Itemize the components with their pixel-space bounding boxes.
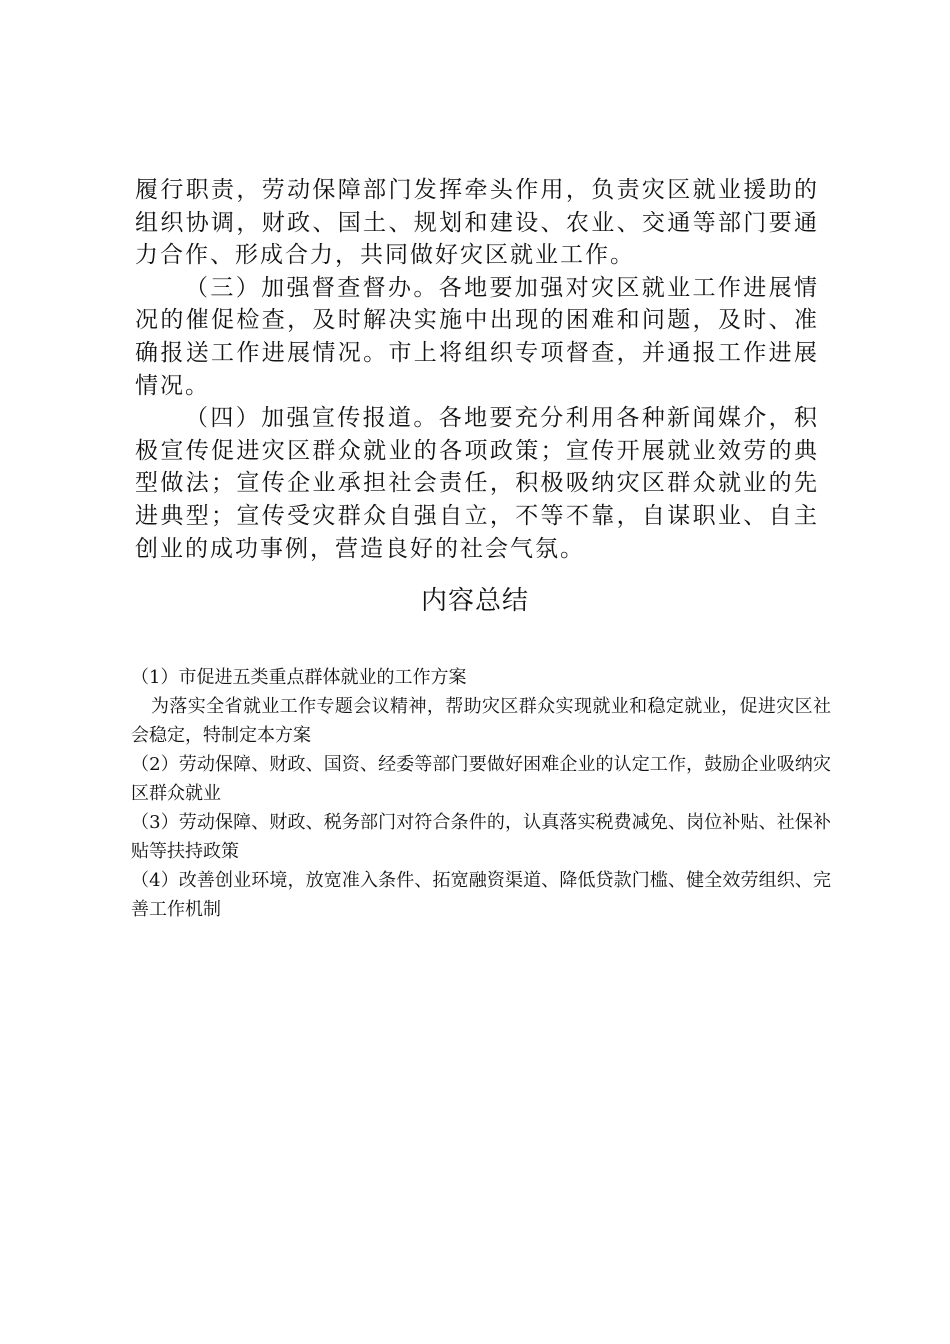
summary-item-1: （1）市促进五类重点群体就业的工作方案 xyxy=(131,667,467,688)
paragraph-supervision: （三）加强督查督办。各地要加强对灾区就业工作进展情况的催促检查，及时解决实施中出现的困难和问题，及时、准确报送工作进展情况。市上将组织专项督查，并通报工作进展情况。 xyxy=(135,274,819,399)
summary-item-3: （3）劳动保障、财政、税务部门对符合条件的，认真落实税费减免、岗位补贴、社保补贴等扶持政策 xyxy=(131,812,831,862)
summary-title: 内容总结 xyxy=(420,586,529,616)
paragraph-responsibilities: 履行职责，劳动保障部门发挥牵头作用，负责灾区就业援助的组织协调，财政、国土、规划和建设、农业、交通等部门要通力合作、形成合力，共同做好灾区就业工作。 xyxy=(135,177,819,269)
summary-list xyxy=(131,663,831,924)
body-text xyxy=(135,174,819,565)
summary-item-2: （2）劳动保障、财政、国资、经委等部门要做好困难企业的认定工作，鼓励企业吸纳灾区群众就业 xyxy=(131,754,831,804)
paragraph-publicity: （四）加强宣传报道。各地要充分利用各种新闻媒介，积极宣传促进灾区群众就业的各项政策；宣传开展就业效劳的典型做法；宣传企业承担社会责任，积极吸纳灾区群众就业的先进典型；宣传受灾群众自强自立，不等不靠，自谋职业、自主创业的成功事例，营造良好的社会气氛。 xyxy=(135,405,819,562)
summary-item-4: （4）改善创业环境，放宽准入条件、拓宽融资渠道、降低贷款门槛、健全效劳组织、完善工作机制 xyxy=(131,870,831,920)
summary-item-1-detail: 为落实全省就业工作专题会议精神，帮助灾区群众实现就业和稳定就业，促进灾区社会稳定，特制定本方案 xyxy=(131,696,831,746)
